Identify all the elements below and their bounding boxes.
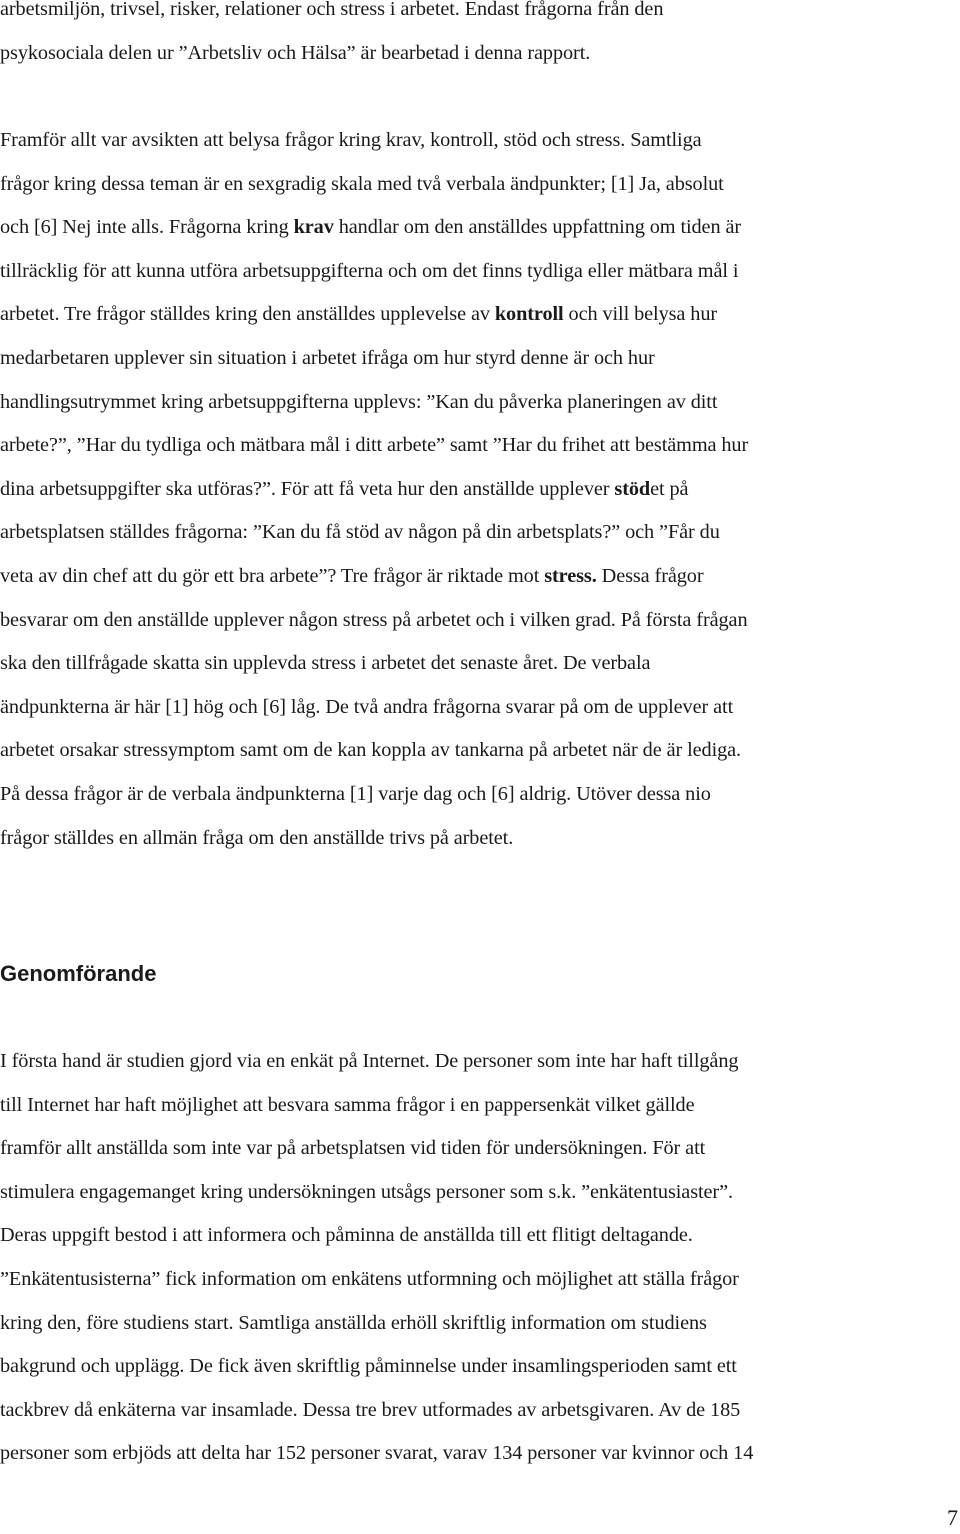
bold-term-krav: krav [293, 216, 334, 239]
text-run: Dessa frågor [596, 564, 704, 587]
text-run: och [6] Nej inte alls. Frågorna kring [0, 216, 294, 239]
text-line: ändpunkterna är här [1] hög och [6] låg. De två andra frågorna svarar på om de upplever att [0, 695, 734, 718]
text-line: till Internet har haft möjlighet att besvara samma frågor i en pappersenkät vilket gällde [0, 1093, 695, 1116]
text-line [0, 555, 748, 599]
text-run: och vill belysa hur [563, 303, 718, 326]
text-line: ”Enkätentusisterna” fick information om enkätens utformning och möjlighet att ställa frågor [0, 1267, 739, 1290]
text-line: På dessa frågor är de verbala ändpunkterna [1] varje dag och [6] aldrig. Utöver dessa nio [0, 782, 711, 805]
text-line: arbetsplatsen ställdes frågorna: ”Kan du få stöd av någon på din arbetsplats?” och ”Får du [0, 521, 720, 544]
bold-term-stod: stöd [614, 477, 651, 500]
text-line: besvarar om den anställde upplever någon stress på arbetet och i vilken grad. På första frågan [0, 608, 748, 631]
paragraph-intro-continued [0, 0, 663, 75]
text-line: Framför allt var avsikten att belysa frågor kring krav, kontroll, stöd och stress. Samtliga [0, 129, 702, 151]
text-line: personer som erbjöds att delta har 152 personer svarat, varav 134 personer var kvinnor och 14 [0, 1442, 754, 1465]
text-run: dina arbetsuppgifter ska utföras?”. För att få veta hur den anställde upplever [0, 477, 615, 500]
text-line: frågor ställdes en allmän fråga om den anställde trivs på arbetet. [0, 826, 514, 849]
text-line: Deras uppgift bestod i att informera och påminna de anställda till ett flitigt deltagande. [0, 1224, 693, 1247]
text-line: framför allt anställda som inte var på arbetsplatsen vid tiden för undersökningen. För att [0, 1137, 706, 1160]
text-line: kring den, före studiens start. Samtliga anställda erhöll skriftlig information om studiens [0, 1311, 707, 1334]
text-line: handlingsutrymmet kring arbetsuppgifterna upplevs: ”Kan du påverka planeringen av ditt [0, 390, 718, 413]
text-line: arbete?”, ”Har du tydliga och mätbara mål i ditt arbete” samt ”Har du frihet att bestämma hur [0, 434, 749, 457]
paragraph-implementation [0, 1040, 753, 1476]
text-line [0, 468, 748, 512]
text-line: tillräcklig för att kunna utföra arbetsuppgifterna och om det finns tydliga eller mätbara mål i [0, 259, 739, 282]
text-line: psykosociala delen ur ”Arbetsliv och Hälsa” är bearbetad i denna rapport. [0, 41, 591, 64]
text-line: tackbrev då enkäterna var insamlade. Dessa tre brev utformades av arbetsgivaren. Av de 185 [0, 1398, 741, 1421]
page-number: 7 [947, 1505, 958, 1530]
text-run: et på [650, 477, 689, 500]
text-line: stimulera engagemanget kring undersökningen utsågs personer som s.k. ”enkätentusiaster”. [0, 1180, 733, 1203]
text-run: handlar om den anställdes uppfattning om tiden är [333, 216, 742, 239]
section-heading: Genomförande [0, 961, 157, 986]
text-line [0, 293, 748, 337]
text-line: arbetet orsakar stressymptom samt om de kan koppla av tankarna på arbetet när de är lediga. [0, 739, 742, 762]
bold-term-kontroll: kontroll [494, 303, 564, 326]
text-line: I första hand är studien gjord via en enkät på Internet. De personer som inte har haft tillgång [0, 1050, 739, 1072]
text-line: arbetsmiljön, trivsel, risker, relationer och stress i arbetet. Endast frågorna från den [0, 0, 664, 20]
text-line: frågor kring dessa teman är en sexgradig skala med två verbala ändpunkter; [1] Ja, absolut [0, 172, 724, 195]
text-line: ska den tillfrågade skatta sin upplevda stress i arbetet det senaste året. De verbala [0, 652, 651, 675]
paragraph-question-themes [0, 119, 748, 860]
bold-term-stress: stress. [544, 564, 597, 587]
text-run: veta av din chef att du gör ett bra arbete”? Tre frågor är riktade mot [0, 564, 545, 587]
text-run: arbetet. Tre frågor ställdes kring den anställdes upplevelse av [0, 303, 495, 326]
text-line: medarbetaren upplever sin situation i arbetet ifråga om hur styrd denne är och hur [0, 346, 655, 369]
text-line: bakgrund och upplägg. De fick även skriftlig påminnelse under insamlingsperioden samt ett [0, 1355, 737, 1378]
text-line [0, 206, 748, 250]
